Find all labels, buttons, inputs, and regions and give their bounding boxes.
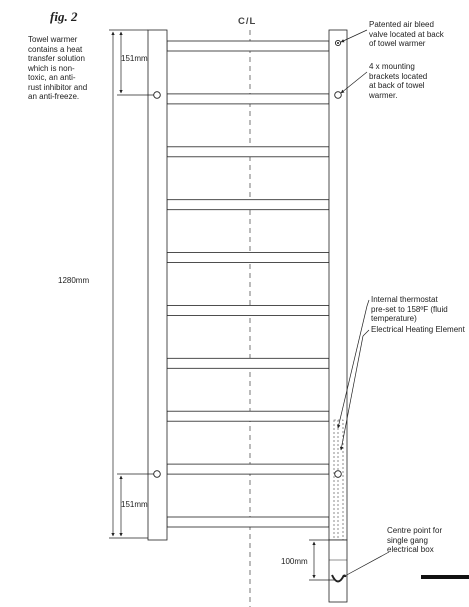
- air-bleed-valve-dot: [337, 42, 339, 44]
- towel-rail: [167, 305, 329, 315]
- towel-rail: [167, 517, 329, 527]
- bracket-right-bottom: [335, 471, 342, 478]
- total-height-dimension: 1280mm: [58, 276, 90, 285]
- right-upright: [329, 30, 347, 540]
- brackets-note: 4 x mounting brackets located at back of towel warmer.: [369, 62, 428, 100]
- towel-rail: [167, 464, 329, 474]
- left-upright: [148, 30, 167, 540]
- thermostat-note: Internal thermostat pre-set to 158ºF (fluid temperature): [371, 295, 448, 323]
- air-bleed-note: Patented air bleed valve located at back of towel warmer: [369, 20, 444, 48]
- towel-rail: [167, 41, 329, 51]
- towel-rail: [167, 253, 329, 263]
- bracket-right-top: [335, 92, 342, 99]
- top-bracket-dimension: 151mm: [121, 54, 148, 63]
- towel-rail: [167, 358, 329, 368]
- centerline-label: C/L: [238, 16, 257, 27]
- bracket-left-top: [154, 92, 161, 99]
- rails-group: [167, 41, 329, 527]
- fluid-note: Towel warmer contains a heat transfer solution which is non- toxic, an anti- rust inhibitor and an anti-freeze.: [28, 35, 88, 101]
- centre-point-note: Centre point for single gang electrical box: [387, 526, 443, 554]
- bottom-bracket-dimension: 151mm: [121, 500, 148, 509]
- towel-rail: [167, 94, 329, 104]
- box-offset-dimension: 100mm: [281, 557, 308, 566]
- connection-tube: [329, 540, 347, 602]
- bracket-left-bottom: [154, 471, 161, 478]
- towel-rail: [167, 147, 329, 157]
- figure-label: fig. 2: [50, 9, 78, 24]
- towel-rail: [167, 200, 329, 210]
- heating-element-note: Electrical Heating Element: [371, 325, 465, 334]
- scale-bar: [421, 575, 469, 579]
- towel-rail: [167, 411, 329, 421]
